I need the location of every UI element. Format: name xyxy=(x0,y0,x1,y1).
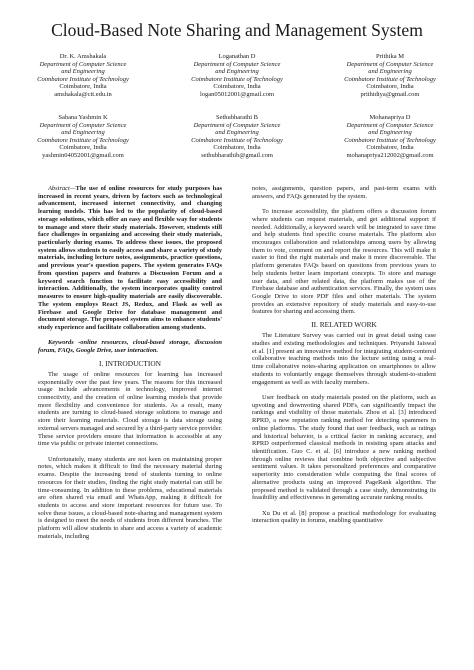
author-department-line2: and Engineering xyxy=(61,68,105,76)
author-name: Sethubharathi B xyxy=(215,114,259,121)
author-department: Department of Computer Science xyxy=(39,60,127,68)
author-location: Coimbatore, India xyxy=(59,144,107,152)
author-name: Sabana Yashmin K xyxy=(58,114,108,121)
author-institute: Coimbatore Institute of Technology xyxy=(191,75,283,83)
author-location: Coimbatore, India xyxy=(59,83,107,91)
keywords xyxy=(38,339,222,354)
author-department: Department of Computer Science xyxy=(346,60,434,68)
section-heading-related-work: II. RELATED WORK xyxy=(311,320,377,330)
author-institute: Coimbatore Institute of Technology xyxy=(37,136,129,144)
related-work-paragraph-3: Xu Du et al. [8] propose a practical methodology for evaluating interaction quality in forums, enabling quantitative xyxy=(252,509,436,525)
author-institute: Coimbatore Institute of Technology xyxy=(191,136,283,144)
keywords-label: Keywords xyxy=(48,339,74,347)
author-department-line2: and Engineering xyxy=(368,68,412,76)
author-institute: Coimbatore Institute of Technology xyxy=(344,136,436,144)
body-paragraph-continued: notes, assignments, question papers, and past-term exams with answers, and FAQs generated by the system. xyxy=(252,185,436,200)
author-name: Loganathan D xyxy=(218,53,256,60)
author-location: Coimbatore, India xyxy=(366,144,414,152)
author-location: Coimbatore, India xyxy=(366,83,414,91)
author-email: logan05012001@gmail.com xyxy=(199,90,275,98)
author-name: Dr. K. Amshakala xyxy=(59,53,107,60)
intro-paragraph-2: Unfortunately, many students are not keen on maintaining proper notes, which makes it difficult to find the necessary material during exams. Despite the increasing trend of students turning to online resources for their studies, finding the right study material can still be time-consuming. In addition to these problems, educational materials are often shared via email and WhatsApp, making it difficult for students to access and store important resources for future use. To solve these issues, a cloud-based note-sharing and management system is designed to meet the needs of students from different branches. The platform will allow students to share and access a variety of academic materials, including xyxy=(38,455,222,540)
right-column xyxy=(252,185,436,525)
abstract-label: Abstract— xyxy=(48,185,76,192)
author-email: prithidiya@gmail.com xyxy=(360,90,420,98)
author-block-3 xyxy=(320,53,460,99)
author-institute: Coimbatore Institute of Technology xyxy=(37,75,129,83)
abstract xyxy=(38,185,222,332)
body-paragraph: To increase accessibility, the platform offers a discussion forum where students can request materials, and get additional support if needed. Additionally, a keyword search will be integrated to save time and help students find specific course materials. The platform also encourages collaboration and relationships among users by allowing them to vote, comment on and report the resources. This will make it easier to find the right materials and make it more discoverable. The platform generates FAQs based on questions from previous years to help students better learn important concepts. To store and manage user data, and other related data, the platform makes use of the Firebase database and authentication services. Finally, the system uses Google Drive to store PDF files and other materials. The system provides an extensive repository of study materials and easy-to-use features for sharing and accessing them. xyxy=(252,208,436,316)
section-heading-introduction: I. INTRODUCTION xyxy=(99,358,161,368)
keywords-text: -online resources, cloud-based storage, discussion forum, FAQs, Google Drive, user interaction. xyxy=(38,339,222,355)
author-email: amshakala@cit.edu.in xyxy=(54,90,112,98)
abstract-text: The use of online resources for study purposes has increased in recent years, driven by factors such as technological advancement, increased internet connectivity, and changing learning models. This has led to the popularity of cloud-based storage solutions, which offer an easy and flexible way for students to manage and store their study materials. However, students still face challenges in organizing and accessing their study materials, particularly during exams. To address these issues, the proposed system allows students to easily access and share a variety of study materials, including lecture notes, assignments, practice questions, and previous year's question papers. The system generates FAQs from question papers and features a Discussion Forum and a keyword search function to facilitate easy accessibility and interaction. Additionally, the system incorporates quality control measures to ensure high-quality materials are easily discoverable. The system employs React JS, Redux, and Flask as well as Firebase and Google Drive for database management and document storage. The proposed system aims to enhance students' study experience and facilitate collaboration among students. xyxy=(38,185,222,331)
author-email: yashmin04052001@gmail.com xyxy=(42,151,124,159)
author-block-5 xyxy=(167,114,307,160)
author-name: Prithika M xyxy=(376,53,404,60)
author-email: mohanapriya212002@gmail.com xyxy=(346,151,434,159)
left-column xyxy=(38,185,222,541)
author-department-line2: and Engineering xyxy=(61,129,105,137)
paper-title: Cloud-Based Note Sharing and Management System xyxy=(51,20,423,40)
author-department-line2: and Engineering xyxy=(368,129,412,137)
author-institute: Coimbatore Institute of Technology xyxy=(344,75,436,83)
author-department: Department of Computer Science xyxy=(193,60,281,68)
author-block-6 xyxy=(320,114,460,160)
related-work-paragraph-1: The Literature Survey was carried out in great detail using case studies and existing methodologies and techniques. Priyanshi Jaiswal et al. [1] present an innovative method for integrating student-centered collaborative teaching methods into the lecture setting using a real-time collaborative notes-sharing application on smartphones to allow students to voluntarily engage themselves through student-to-student engagement as well as with faculty members. xyxy=(252,332,436,386)
author-location: Coimbatore, India xyxy=(213,83,261,91)
author-block-2 xyxy=(167,53,307,99)
intro-paragraph-1: The usage of online resources for learning has increased exponentially over the past few years. The reasons for this increased usage include advancements in technology, improved internet connectivity, and the creation of online learning models that provide more flexibility and convenience for students. As a result, many students are turning to cloud-based storage solutions to manage and store their learning materials. Cloud storage is data storage using external servers managed and secured by a third-party service provider. These service providers ensure that information is accessible at any time via public or private internet connections. xyxy=(38,370,222,448)
author-department: Department of Computer Science xyxy=(193,121,281,129)
author-block-1 xyxy=(13,53,153,99)
author-location: Coimbatore, India xyxy=(213,144,261,152)
author-block-4 xyxy=(13,114,153,160)
author-department: Department of Computer Science xyxy=(346,121,434,129)
author-department: Department of Computer Science xyxy=(39,121,127,129)
author-department-line2: and Engineering xyxy=(215,129,259,137)
author-name: Mohanapriya D xyxy=(369,114,411,121)
author-department-line2: and Engineering xyxy=(215,68,259,76)
author-email: sethubharathib@gmail.com xyxy=(201,151,273,159)
related-work-paragraph-2: User feedback on study materials posted on the platform, such as upvoting and downvoting shared PDFs, can significantly impact the rankings and visibility of those materials. Zhou et al. [3] introduced RPRD, a new reputation ranking method for detecting spammers in online platforms. The study found that user feedback, such as ratings and historical behavior, is a critical factor in ranking accuracy, and RPRD outperformed classical methods in resisting spam attacks and identification. Guo C. et al. [6] introduce a new ranking method through online reviews that combine both objective and subjective sentiment values. It takes personalized preferences and comparative superiority into consideration while computing the final scores of alternative products using an improved PageRank algorithm. The proposed method is validated through a case study, demonstrating its feasibility and effectiveness in generating accurate ranking results. xyxy=(252,393,436,502)
